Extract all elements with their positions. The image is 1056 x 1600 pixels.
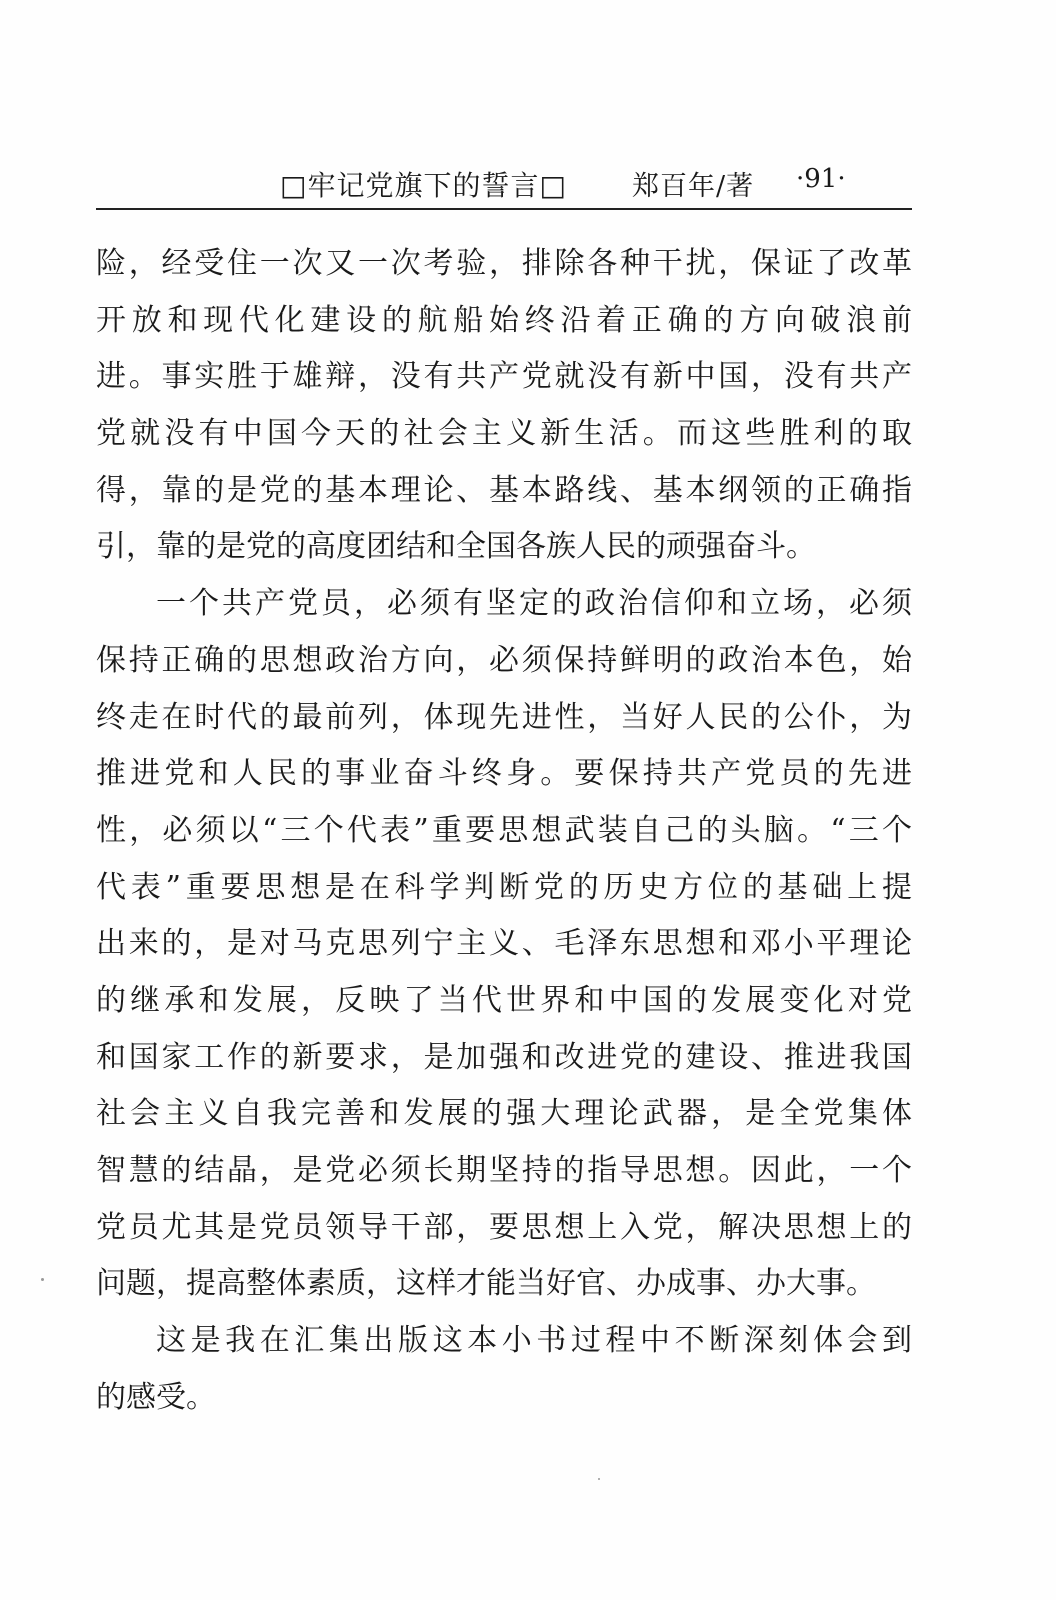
text-line: 这是我在汇集出版这本小书过程中不断深刻体会到 <box>156 1323 912 1359</box>
text-line: 险，经受住一次又一次考验，排除各种干扰，保证了改革 <box>96 246 912 281</box>
text-line: 党员尤其是党员领导干部，要思想上入党，解决思想上的 <box>96 1209 912 1245</box>
page-number: ·91· <box>796 164 846 194</box>
paragraph-3 <box>96 1313 912 1426</box>
text-line: 推进党和人民的事业奋斗终身。要保持共产党员的先进 <box>96 756 912 792</box>
text-line: 得，靠的是党的基本理论、基本路线、基本纲领的正确指 <box>96 472 912 508</box>
text-line: 党就没有中国今天的社会主义新生活。而这些胜利的取 <box>96 416 912 452</box>
text-line: 性，必须以“三个代表”重要思想武装自己的头脑。“三个 <box>96 812 912 848</box>
text-line: 开放和现代化建设的航船始终沿着正确的方向破浪前 <box>96 302 912 338</box>
text-line: 出来的，是对马克思列宁主义、毛泽东思想和邓小平理论 <box>96 926 912 962</box>
text-line: 引，靠的是党的高度团结和全国各族人民的顽强奋斗。 <box>96 529 816 565</box>
scan-speck <box>41 1278 44 1281</box>
paragraph-2 <box>96 576 912 1313</box>
scan-speck <box>598 1478 600 1480</box>
header-author: 郑百年/著 <box>632 171 755 202</box>
text-line: 进。事实胜于雄辩，没有共产党就没有新中国，没有共产 <box>96 359 912 395</box>
text-line: 保持正确的思想政治方向，必须保持鲜明的政治本色，始 <box>96 642 912 678</box>
text-line: 终走在时代的最前列，体现先进性，当好人民的公仆，为 <box>96 699 912 735</box>
running-header <box>96 154 912 208</box>
header-divider <box>96 208 912 210</box>
text-line: 代表”重要思想是在科学判断党的历史方位的基础上提 <box>96 869 912 905</box>
text-line: 的继承和发展，反映了当代世界和中国的发展变化对党 <box>96 982 912 1018</box>
text-line: 智慧的结晶，是党必须长期坚持的指导思想。因此，一个 <box>96 1153 912 1188</box>
text-line: 问题，提高整体素质，这样才能当好官、办成事、办大事。 <box>96 1266 876 1302</box>
body-text <box>96 236 912 1426</box>
text-line: 的感受。 <box>96 1379 216 1415</box>
text-line: 一个共产党员，必须有坚定的政治信仰和立场，必须 <box>156 586 912 622</box>
text-line: 社会主义自我完善和发展的强大理论武器，是全党集体 <box>96 1096 912 1132</box>
header-title: □牢记党旗下的誓言□ <box>280 169 567 202</box>
paragraph-1 <box>96 236 912 576</box>
text-line: 和国家工作的新要求，是加强和改进党的建设、推进我国 <box>96 1039 912 1075</box>
